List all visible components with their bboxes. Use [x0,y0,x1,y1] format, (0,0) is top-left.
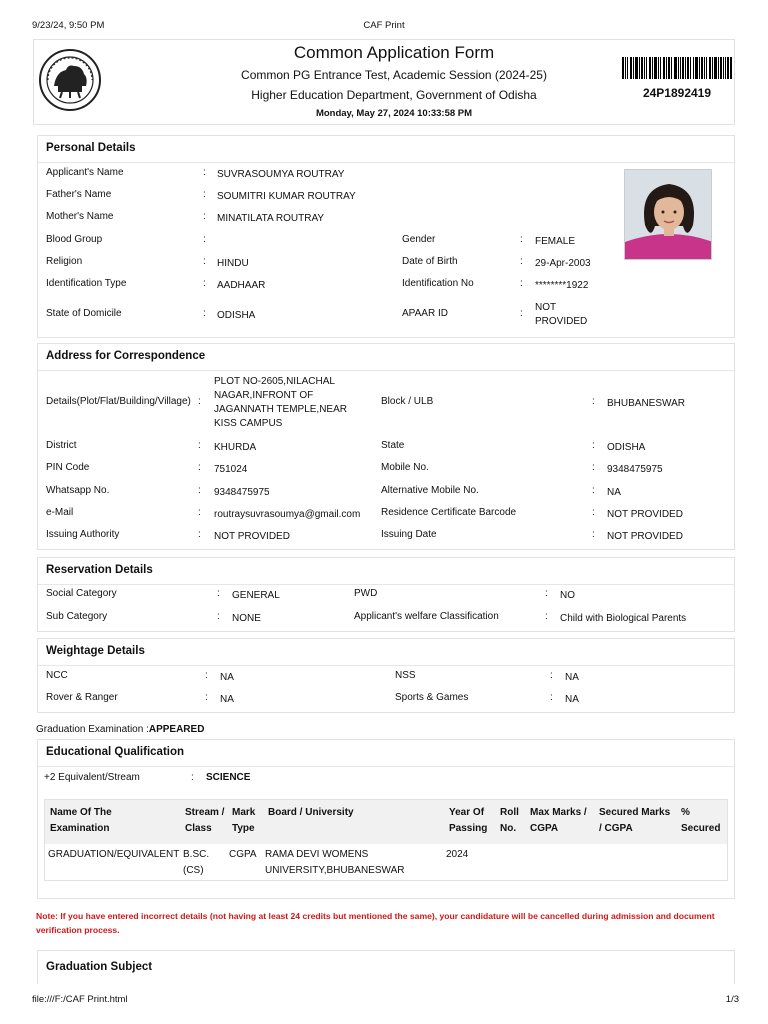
col-percent: % Secured [681,807,721,834]
barcode-icon [622,57,732,79]
row-board: RAMA DEVI WOMENS UNIVERSITY,BHUBANESWAR [265,849,405,876]
address-details-label: Details(Plot/Flat/Building/Village) [46,396,191,407]
domicile-label: State of Domicile [46,308,122,319]
form-header [33,39,735,125]
pin-label: PIN Code [46,462,90,473]
email-label: e-Mail [46,507,74,518]
col-mark-type: Mark Type [232,807,256,834]
form-subtitle-dept: Higher Education Department, Government of Odisha [251,88,537,102]
domicile-value: ODISHA [217,310,256,321]
col-roll: Roll No. [500,807,519,834]
pin-value: 751024 [214,464,248,475]
stream-label: +2 Equivalent/Stream [44,772,140,783]
email-value: routraysuvrasoumya@gmail.com [214,509,361,520]
row-exam-name: GRADUATION/EQUIVALENT [48,849,180,860]
whatsapp-value: 9348475975 [214,487,270,498]
block-value: BHUBANESWAR [607,398,685,409]
social-category-label: Social Category [46,588,117,599]
qualification-table [44,799,728,881]
dob-label: Date of Birth [402,256,458,267]
col-stream: Stream / Class [185,807,225,834]
print-title: CAF Print [363,20,405,31]
alt-mobile-value: NA [607,487,621,498]
father-name-value: SOUMITRI KUMAR ROUTRAY [217,191,356,202]
issuing-authority-label: Issuing Authority [46,529,120,540]
print-page-number: 1/3 [725,994,739,1005]
alt-mobile-label: Alternative Mobile No. [381,485,479,496]
religion-label: Religion [46,256,83,267]
form-generated-date: Monday, May 27, 2024 10:33:58 PM [315,108,473,119]
ncc-value: NA [220,672,234,683]
address-details-value: PLOT NO-2605,NILACHAL NAGAR,INFRONT OF JAGANNATH TEMPLE,NEAR KISS CAMPUS [214,376,347,429]
ncc-label: NCC [46,670,68,681]
social-category-value: GENERAL [232,590,280,601]
col-year: Year Of Passing [449,807,488,834]
issuing-date-value: NOT PROVIDED [607,531,683,542]
section-title: Reservation Details [46,564,153,576]
section-title: Weightage Details [46,645,145,657]
personal-details-section: Personal Details Applicant's Name : SUVRASOUMYA ROUTRAY Father's Name : SOUMITRI KUMAR ROUTRAY Mother's Name : MINATILATA ROUTRAY Blood Group : Gender : FEMALE Religion : HINDU Date of Birth : 29-Apr-2003 Identification Type : AADHAAR Identification No : ********1922 State of Domicile : ODISHA APAAR ID : NOT PROVIDED [37,135,735,338]
mobile-value: 9348475975 [607,464,663,475]
section-title: Personal Details [46,142,136,154]
pwd-label: PWD [354,588,378,599]
col-board: Board / University [268,807,354,818]
issuing-date-label: Issuing Date [381,529,437,540]
rover-ranger-label: Rover & Ranger [46,692,118,703]
religion-value: HINDU [217,258,249,269]
sub-category-value: NONE [232,613,261,624]
col-max-marks: Max Marks / CGPA [530,807,587,834]
stream-value: SCIENCE [206,772,251,783]
dob-value: 29-Apr-2003 [535,258,591,269]
mobile-label: Mobile No. [381,462,429,473]
row-stream: B.SC. (CS) [183,849,210,876]
id-type-label: Identification Type [46,278,127,289]
residence-cert-value: NOT PROVIDED [607,509,683,520]
table-header [45,800,727,844]
col-exam-name: Name Of The Examination [50,807,112,834]
district-value: KHURDA [214,442,257,453]
district-label: District [46,440,77,451]
reservation-section: Reservation Details Social Category : GENERAL PWD : NO Sub Category : NONE Applicant's welfare Classification : Child with Biological Parents [37,557,735,632]
education-section: Educational Qualification +2 Equivalent/Stream : SCIENCE Name Of The Examination Stream / Class Mark Type Board / University Year Of Passing Roll No. Max Marks / CGPA Secured Marks / CGPA % Secured GRADUATION/EQUIVALENT B.SC. (CS) CGPA RAMA DEVI WOMENS UNIVERSITY,BHUBANESWAR 2024 [37,739,735,899]
id-number-label: Identification No [402,278,474,289]
blood-group-label: Blood Group [46,234,103,245]
state-label: State [381,440,405,451]
issuing-authority-value: NOT PROVIDED [214,531,290,542]
form-subtitle-exam: Common PG Entrance Test, Academic Session (2024-25) [241,68,547,82]
sub-category-label: Sub Category [46,611,108,622]
welfare-value: Child with Biological Parents [560,613,687,624]
applicant-name-value: SUVRASOUMYA ROUTRAY [217,169,345,180]
print-header [0,20,768,34]
registration-number: 24P1892419 [642,86,712,100]
weightage-section: Weightage Details NCC : NA NSS : NA Rover & Ranger : NA Sports & Games : NA [37,638,735,713]
nss-value: NA [565,672,579,683]
applicant-photo [624,169,712,260]
warning-note: Note: If you have entered incorrect details (not having at least 24 credits but mentioned the same), your candidature will be cancelled during admission and document verification process. [36,911,715,935]
sports-label: Sports & Games [395,692,469,703]
apaar-label: APAAR ID [402,308,448,319]
graduation-exam-status [36,724,204,735]
gender-label: Gender [402,234,436,245]
print-datetime: 9/23/24, 9:50 PM [32,20,105,31]
col-secured: Secured Marks / CGPA [599,807,671,834]
applicant-name-label: Applicant's Name [46,167,124,178]
apaar-value: NOT PROVIDED [535,302,588,327]
nss-label: NSS [395,670,416,681]
sports-value: NA [565,694,579,705]
residence-cert-label: Residence Certificate Barcode [381,507,517,518]
address-section: Address for Correspondence Details(Plot/Flat/Building/Village) : PLOT NO-2605,NILACHAL NAGAR,INFRONT OF JAGANNATH TEMPLE,NEAR KISS CAMPUS Block / ULB : BHUBANESWAR District : KHURDA State : ODISHA PIN Code : 751024 Mobile No. : 9348475975 Whatsapp No. : 9348475975 Alternative Mobile No. : NA e-Mail : routraysuvrasoumya@gmail.com Residence Certificate Barcode : NOT PROVIDED Issuing Authority : NOT PROVIDED Issuing Date : NOT PROVIDED [37,343,735,550]
father-name-label: Father's Name [46,189,112,200]
welfare-label: Applicant's welfare Classification [354,611,499,622]
block-label: Block / ULB [381,396,434,407]
rover-ranger-value: NA [220,694,234,705]
mother-name-label: Mother's Name [46,211,114,222]
graduation-subject-section [37,950,735,984]
form-title: Common Application Form [293,43,495,62]
section-title: Educational Qualification [46,746,185,758]
row-year: 2024 [446,849,469,860]
graduation-exam-label: Graduation Examination : [36,724,149,735]
gender-value: FEMALE [535,236,576,247]
print-url: file:///F:/CAF Print.html [32,994,128,1005]
id-number-value: ********1922 [535,280,589,291]
whatsapp-label: Whatsapp No. [46,485,110,496]
state-value: ODISHA [607,442,646,453]
mother-name-value: MINATILATA ROUTRAY [217,213,325,224]
section-title: Graduation Subject [46,961,153,973]
pwd-value: NO [560,590,575,601]
id-type-value: AADHAAR [217,280,266,291]
section-title: Address for Correspondence [46,350,206,362]
row-mark-type: CGPA [229,849,257,860]
graduation-exam-value: APPEARED [148,724,205,735]
